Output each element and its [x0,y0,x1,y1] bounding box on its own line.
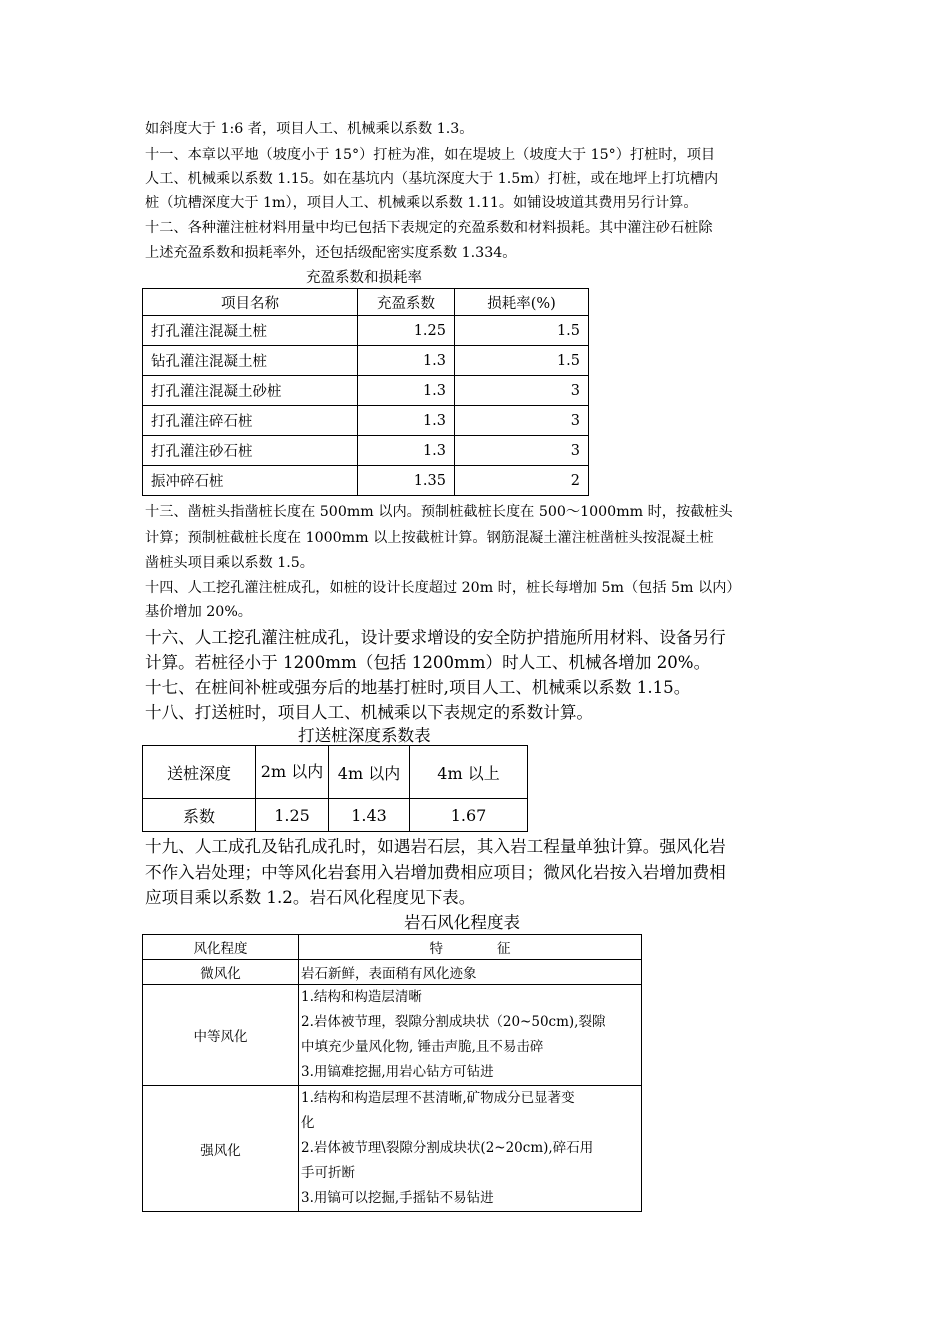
table-cell: 1.3 [358,406,455,436]
pile-depth-table [142,745,528,832]
table-cell: 中等风化 [143,985,299,1086]
table-cell: 1.25 [358,316,455,346]
table-cell: 振冲碎石桩 [143,466,358,496]
feature-line: 2.岩体被节理\裂隙分割成块状(2~20cm),碎石用 [301,1140,594,1156]
paragraph-line: 上述充盈系数和损耗率外，还包括级配密实度系数 1.334。 [145,245,517,261]
feature-line: 3.用镐难挖掘,用岩心钻方可钻进 [301,1064,494,1080]
table-cell: 1.5 [455,316,589,346]
table1-caption: 充盈系数和损耗率 [306,270,422,286]
table-cell: 1.43 [329,799,410,832]
table3-caption: 岩石风化程度表 [404,913,521,932]
table-header-row [143,289,589,316]
table-header-cell: 送桩深度 [143,746,256,799]
table-cell: 微风化 [143,960,299,985]
table-cell: 打孔灌注混凝土桩 [143,316,358,346]
table-cell: 1.25 [256,799,329,832]
table-row [143,406,589,436]
feature-line: 3.用镐可以挖掘,手摇钻不易钻进 [301,1190,494,1206]
table-cell: 1.35 [358,466,455,496]
table-header-cell: 4m 以上 [410,746,528,799]
feature-line: 1.结构和构造层理不甚清晰,矿物成分已显著变 [301,1090,575,1106]
table-cell: 钻孔灌注混凝土桩 [143,346,358,376]
paragraph-line: 十四、人工挖孔灌注桩成孔，如桩的设计长度超过 20m 时，桩长每增加 5m（包括 5m 以内） [145,580,741,596]
paragraph-line: 十二、各种灌注桩材料用量中均已包括下表规定的充盈系数和材料损耗。其中灌注砂石桩除 [145,220,713,236]
table-header-cell: 风化程度 [143,935,299,960]
table-header-cell: 2m 以内 [256,746,329,799]
table-cell: 1.67 [410,799,528,832]
paragraph-line: 如斜度大于 1:6 者，项目人工、机械乘以系数 1.3。 [145,121,474,137]
table-cell: 打孔灌注砂石桩 [143,436,358,466]
table-cell: 1.3 [358,376,455,406]
paragraph-line: 十八、打送桩时，项目人工、机械乘以下表规定的系数计算。 [145,703,594,722]
table-row [143,746,528,799]
table-cell: 3 [455,376,589,406]
table-header-row [143,935,642,960]
table-cell: 打孔灌注碎石桩 [143,406,358,436]
table-cell: 系数 [143,799,256,832]
paragraph-line: 不作入岩处理；中等风化岩套用入岩增加费相应项目；微风化岩按入岩增加费相 [145,863,726,882]
table-cell: 1.5 [455,346,589,376]
table-cell [299,1086,642,1212]
table-row [143,1086,642,1212]
paragraph-line: 十一、本章以平地（坡度小于 15°）打桩为准，如在堤坡上（坡度大于 15°）打桩时，项目 [145,147,716,163]
feature-line: 2.岩体被节理，裂隙分割成块状（20~50cm),裂隙 [301,1014,606,1030]
rock-weathering-table [142,934,642,1212]
paragraph-line: 十六、人工挖孔灌注桩成孔，设计要求增设的安全防护措施所用材料、设备另行 [145,628,726,647]
paragraph-line: 人工、机械乘以系数 1.15。如在基坑内（基坑深度大于 1.5m）打桩，或在地坪上打坑槽内 [145,171,719,187]
table-cell: 打孔灌注混凝土砂桩 [143,376,358,406]
paragraph-line: 十七、在桩间补桩或强夯后的地基打桩时,项目人工、机械乘以系数 1.15。 [145,678,691,697]
table-row [143,436,589,466]
table2-caption: 打送桩深度系数表 [298,726,431,745]
table-cell: 3 [455,406,589,436]
table-row [143,466,589,496]
paragraph-line: 计算；预制桩截桩长度在 1000mm 以上按截桩计算。钢筋混凝土灌注桩凿桩头按混凝土桩 [145,530,714,546]
table-cell: 1.3 [358,346,455,376]
paragraph-line: 桩（坑槽深度大于 1m），项目人工、机械乘以系数 1.11。如铺设坡道其费用另行计算。 [145,195,698,211]
table-header-cell: 项目名称 [143,289,358,316]
paragraph-line: 基价增加 20%。 [145,604,252,620]
table-cell [299,985,642,1086]
table-cell: 1.3 [358,436,455,466]
table-header-cell: 4m 以内 [329,746,410,799]
paragraph-line: 十三、凿桩头指凿桩长度在 500mm 以内。预制桩截桩长度在 500～1000mm 时，按截桩头 [145,504,733,520]
table-cell: 2 [455,466,589,496]
table-row [143,985,642,1086]
paragraph-line: 凿桩头项目乘以系数 1.5。 [145,555,314,571]
table-cell: 强风化 [143,1086,299,1212]
table-cell: 3 [455,436,589,466]
feature-line: 1.结构和构造层清晰 [301,989,422,1005]
table-row [143,960,642,985]
table-header-cell: 充盈系数 [358,289,455,316]
feature-line: 化 [301,1115,315,1131]
table-row [143,799,528,832]
feature-line: 手可折断 [301,1165,355,1181]
feature-line: 中填充少量风化物, 锤击声脆,且不易击碎 [301,1039,544,1055]
fill-factor-table [142,288,589,496]
paragraph-line: 计算。若桩径小于 1200mm（包括 1200mm）时人工、机械各增加 20%。 [145,653,711,672]
table-header-cell: 损耗率(%) [455,289,589,316]
table-row [143,376,589,406]
table-cell: 岩石新鲜，表面稍有风化迹象 [299,960,642,985]
table-row [143,316,589,346]
paragraph-line: 应项目乘以系数 1.2。岩石风化程度见下表。 [145,888,476,907]
table-header-cell: 特 征 [299,935,642,960]
table-row [143,346,589,376]
paragraph-line: 十九、人工成孔及钻孔成孔时，如遇岩石层，其入岩工程量单独计算。强风化岩 [145,837,726,856]
